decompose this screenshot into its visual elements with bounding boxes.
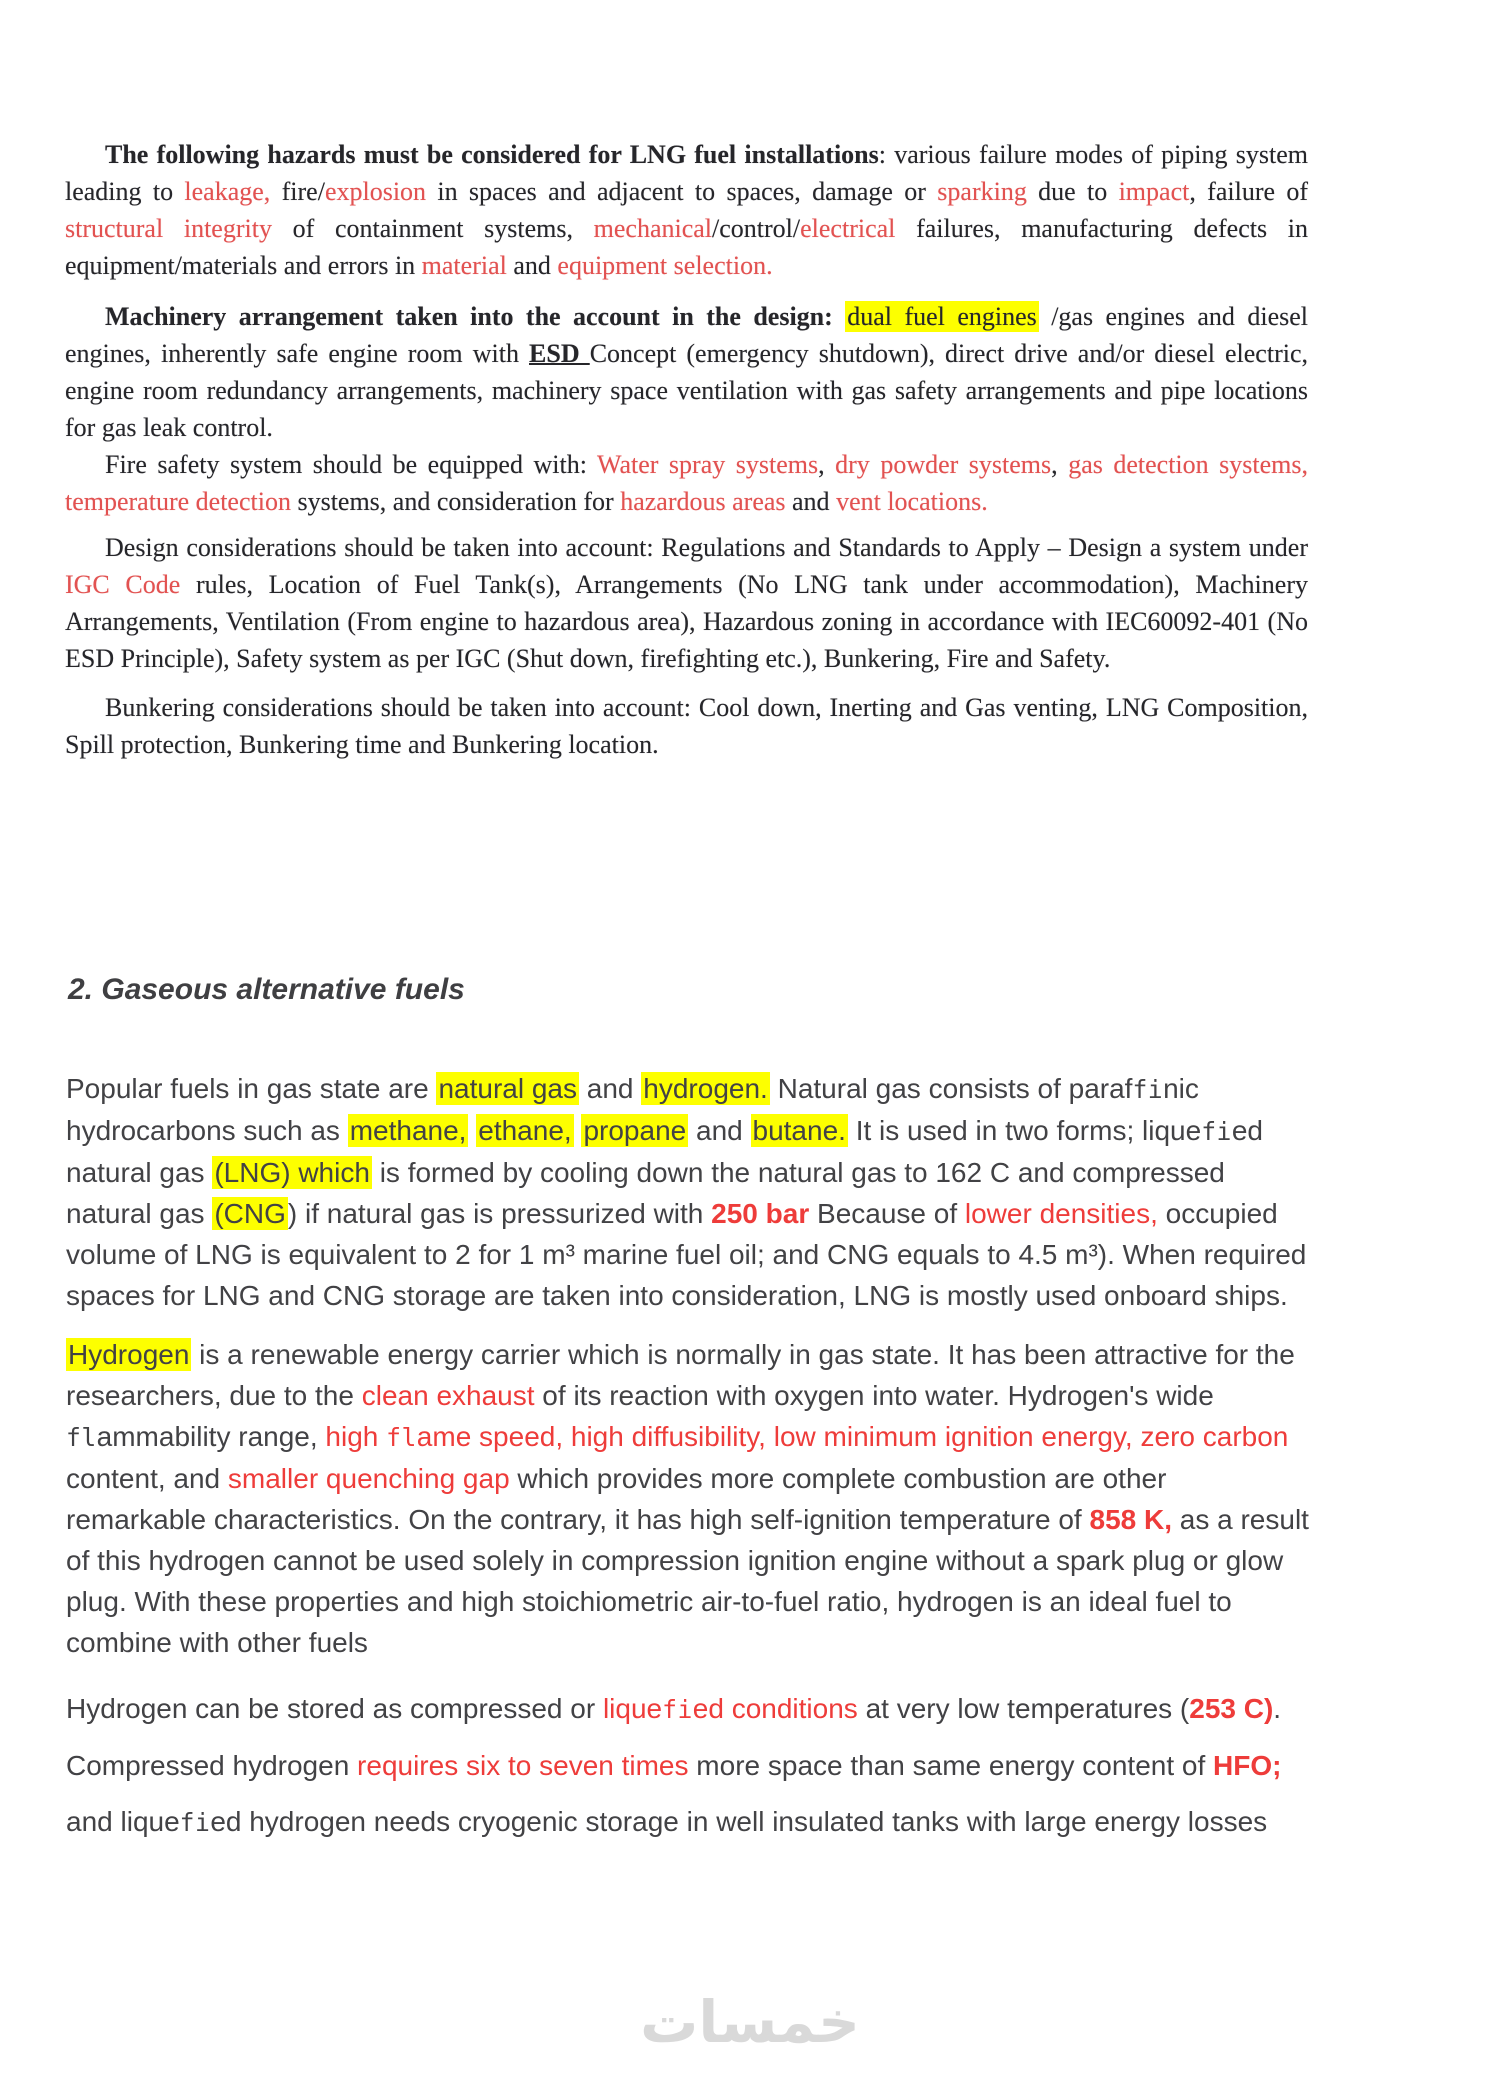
section-2-heading: 2. Gaseous alternative fuels <box>68 973 465 1006</box>
hydrogen-storage-paragraph: Hydrogen can be stored as compressed or liquefied conditions at very low temperatures (253 C). Compressed hydrogen requires six to seven times more space than same energy content of HFO; and liquefied hydrogen needs cryogenic storage in well insulated tanks with large energy losses <box>66 1693 1282 1837</box>
machinery-paragraph: Machinery arrangement taken into the account in the design: dual fuel engines /gas engines and diesel engines, inherently safe engine room with ESD Concept (emergency shutdown), direct drive and/or diesel electric, engine room redundancy arrangements, machinery space ventilation with gas safety arrangements and pipe locations for gas leak control. <box>65 302 1309 442</box>
popular-fuels-paragraph: Popular fuels in gas state are natural gas and hydrogen. Natural gas consists of paraffinic hydrocarbons such as methane, ethane, propane and butane. It is used in two forms; liquefied natural gas (LNG) which is formed by cooling down the natural gas to 162 C and compressed natural gas (CNG) if natural gas is pressurized with 250 bar Because of lower densities, occupied volume of LNG is equivalent to 2 for 1 m³ marine fuel oil; and CNG equals to 4.5 m³). When required spaces for LNG and CNG storage are taken into consideration, LNG is mostly used onboard ships. <box>66 1073 1307 1311</box>
gaseous-fuels-section <box>66 1068 1309 1869</box>
design-considerations-paragraph: Design considerations should be taken into account: Regulations and Standards to Apply – Design a system under IGC Code rules, Location of Fuel Tank(s), Arrangements (No LNG tank under accommodation), Machinery Arrangements, Ventilation (From engine to hazardous area), Hazardous zoning in accordance with IEC60092-401 (No ESD Principle), Safety system as per IGC (Shut down, firefighting etc.), Bunkering, Fire and Safety. <box>65 533 1308 673</box>
hazards-paragraph: The following hazards must be considered for LNG fuel installations: various failure modes of piping system leading to leakage, fire/explosion in spaces and adjacent to spaces, damage or sparking due to impact, failure of structural integrity of containment systems, mechanical/control/electrical failures, manufacturing defects in equipment/materials and errors in material and equipment selection. <box>65 140 1308 280</box>
fire-safety-paragraph: Fire safety system should be equipped with: Water spray systems, dry powder systems, gas detection systems, temperature detection systems, and consideration for hazardous areas and vent locations. <box>65 450 1309 516</box>
khamsat-watermark: خمسات <box>640 1988 860 2056</box>
lng-hazards-section <box>65 136 1308 763</box>
hydrogen-properties-paragraph: Hydrogen is a renewable energy carrier which is normally in gas state. It has been attractive for the researchers, due to the clean exhaust of its reaction with oxygen into water. Hydrogen's wide flammability range, high flame speed, high diffusibility, low minimum ignition energy, zero carbon content, and smaller quenching gap which provides more complete combustion are other remarkable characteristics. On the contrary, it has high self-ignition temperature of 858 K, as a result of this hydrogen cannot be used solely in compression ignition engine without a spark plug or glow plug. With these properties and high stoichiometric air-to-fuel ratio, hydrogen is an ideal fuel to combine with other fuels <box>66 1339 1309 1658</box>
bunkering-paragraph: Bunkering considerations should be taken into account: Cool down, Inerting and Gas venting, LNG Composition, Spill protection, Bunkering time and Bunkering location. <box>65 693 1308 759</box>
